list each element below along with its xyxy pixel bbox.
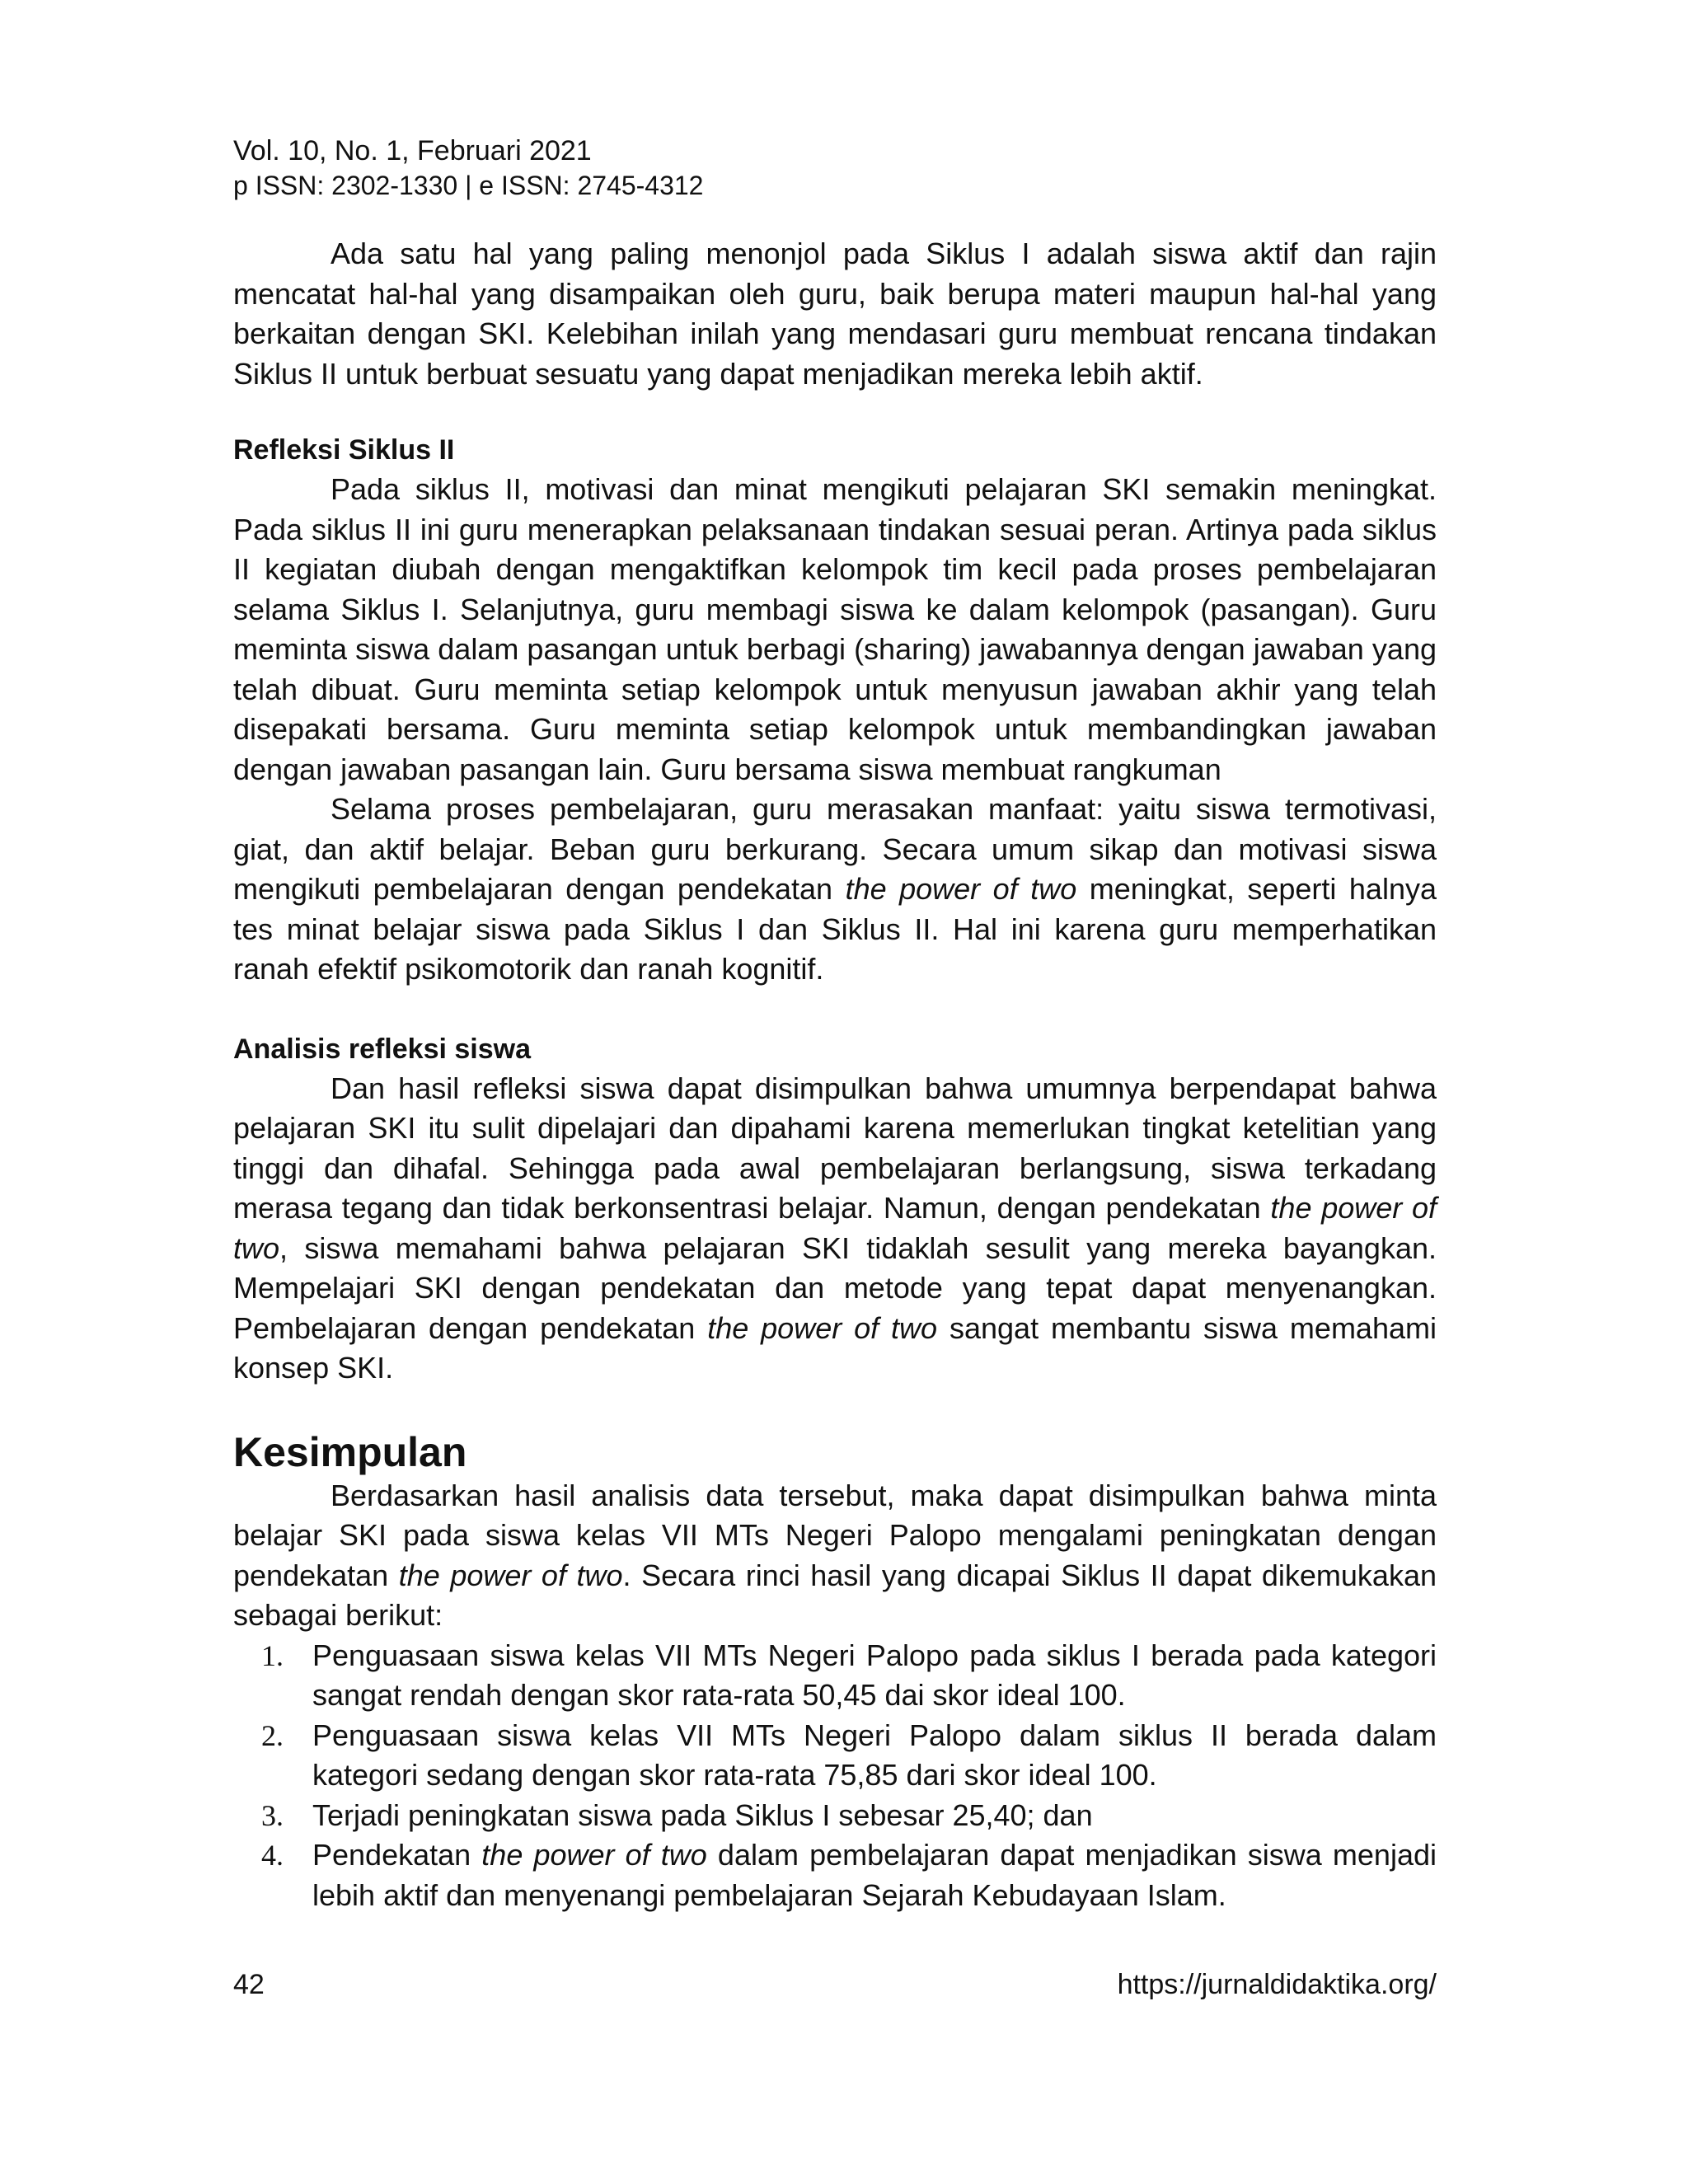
page-number: 42 bbox=[233, 1969, 265, 2000]
list-number: 4. bbox=[261, 1839, 284, 1872]
list-item-text: Penguasaan siswa kelas VII MTs Negeri Palopo pada siklus I berada pada kategori sangat rendah dengan skor rata-rata 50,45 dai skor ideal 100. bbox=[312, 1638, 1437, 1712]
list-item bbox=[233, 1716, 1437, 1796]
text-run: meningkat, seperti halnya tes minat belajar siswa pada Siklus I dan Siklus II. Hal ini karena guru memperhatikan ranah efektif psikomotorik dan ranah kognitif. bbox=[233, 872, 1437, 986]
kesimpulan-paragraph bbox=[233, 1476, 1437, 1636]
text-run: . Secara rinci hasil yang dicapai Siklus II dapat dikemukakan sebagai berikut: bbox=[233, 1558, 1437, 1632]
text-run: sangat membantu siswa memahami konsep SKI. bbox=[233, 1310, 1437, 1385]
conclusion-list bbox=[233, 1636, 1437, 1916]
text-run: Berdasarkan hasil analisis data tersebut, maka dapat disimpulkan bahwa minta belajar SKI pada siswa kelas VII MTs Negeri Palopo mengalami peningkatan dengan pendekatan bbox=[233, 1478, 1437, 1592]
list-item-text: Terjadi peningkatan siswa pada Siklus I sebesar 25,40; dan bbox=[312, 1797, 1093, 1832]
text-run: Selama proses pembelajaran, guru merasakan manfaat: yaitu siswa termotivasi, giat, dan aktif belajar. Beban guru berkurang. Secara umum sikap dan motivasi siswa mengikuti pembelajaran dengan pendekatan bbox=[233, 792, 1437, 906]
article-body bbox=[233, 234, 1437, 1915]
journal-volume: Vol. 10, No. 1, Februari 2021 bbox=[233, 135, 592, 166]
intro-paragraph: Ada satu hal yang paling menonjol pada Siklus I adalah siswa aktif dan rajin mencatat hal-hal yang disampaikan oleh guru, baik berupa materi maupun hal-hal yang berkaitan dengan SKI. Kelebihan inilah yang mendasari guru membuat rencana tindakan Siklus II untuk berbuat sesuatu yang dapat menjadikan mereka lebih aktif. bbox=[233, 237, 1437, 391]
journal-url: https://jurnaldidaktika.org/ bbox=[1117, 1969, 1437, 2000]
refleksi-paragraph-2 bbox=[233, 790, 1437, 990]
list-number: 3. bbox=[261, 1798, 284, 1832]
analisis-paragraph bbox=[233, 1069, 1437, 1389]
refleksi-paragraph-1: Pada siklus II, motivasi dan minat mengikuti pelajaran SKI semakin meningkat. Pada siklus II ini guru menerapkan pelaksanaan tindakan sesuai peran. Artinya pada siklus II kegiatan diubah dengan mengaktifkan kelompok tim kecil pada proses pembelajaran selama Siklus I. Selanjutnya, guru membagi siswa ke dalam kelompok (pasangan). Guru meminta siswa dalam pasangan untuk berbagi (sharing) jawabannya dengan jawaban yang telah dibuat. Guru meminta setiap kelompok untuk menyusun jawaban akhir yang telah disepakati bersama. Guru meminta setiap kelompok untuk membandingkan jawaban dengan jawaban pasangan lain. Guru bersama siswa membuat rangkuman bbox=[233, 472, 1437, 786]
section-heading-analisis: Analisis refleksi siswa bbox=[233, 1033, 531, 1065]
list-item-text: Penguasaan siswa kelas VII MTs Negeri Palopo dalam siklus II berada dalam kategori sedang dengan skor rata-rata 75,85 dari skor ideal 100. bbox=[312, 1718, 1437, 1792]
italic-term: the power of two bbox=[481, 1838, 707, 1872]
list-number: 1. bbox=[261, 1638, 284, 1672]
list-item-text: Pendekatan bbox=[312, 1838, 482, 1872]
list-item bbox=[233, 1636, 1437, 1716]
list-item bbox=[233, 1835, 1437, 1915]
journal-issn: p ISSN: 2302-1330 | e ISSN: 2745-4312 bbox=[233, 171, 704, 200]
list-number: 2. bbox=[261, 1718, 284, 1752]
list-item bbox=[233, 1796, 1437, 1836]
text-run: Dan hasil refleksi siswa dapat disimpulkan bahwa umumnya berpendapat bahwa pelajaran SKI itu sulit dipelajari dan dipahami karena memerlukan tingkat ketelitian yang tinggi dan dihafal. Sehingga pada awal pembelajaran berlangsung, siswa terkadang merasa tegang dan tidak berkonsentrasi belajar. Namun, dengan pendekatan bbox=[233, 1071, 1437, 1225]
italic-term: the power of two bbox=[845, 872, 1077, 906]
section-heading-refleksi: Refleksi Siklus II bbox=[233, 434, 455, 466]
section-heading-kesimpulan: Kesimpulan bbox=[233, 1428, 467, 1475]
italic-term: the power of two bbox=[707, 1310, 938, 1345]
italic-term: the power of two bbox=[398, 1558, 623, 1592]
text-run: , siswa memahami bahwa pelajaran SKI tidaklah sesulit yang mereka bayangkan. Mempelajari SKI dengan pendekatan dan metode yang tepat dapat menyenangkan. Pembelajaran dengan pendekatan bbox=[233, 1230, 1437, 1345]
list-item-text: dalam pembelajaran dapat menjadikan siswa menjadi lebih aktif dan menyenangi pembelajaran Sejarah Kebudayaan Islam. bbox=[312, 1838, 1437, 1912]
italic-term: the power of two bbox=[233, 1191, 1437, 1265]
running-header bbox=[233, 134, 703, 203]
